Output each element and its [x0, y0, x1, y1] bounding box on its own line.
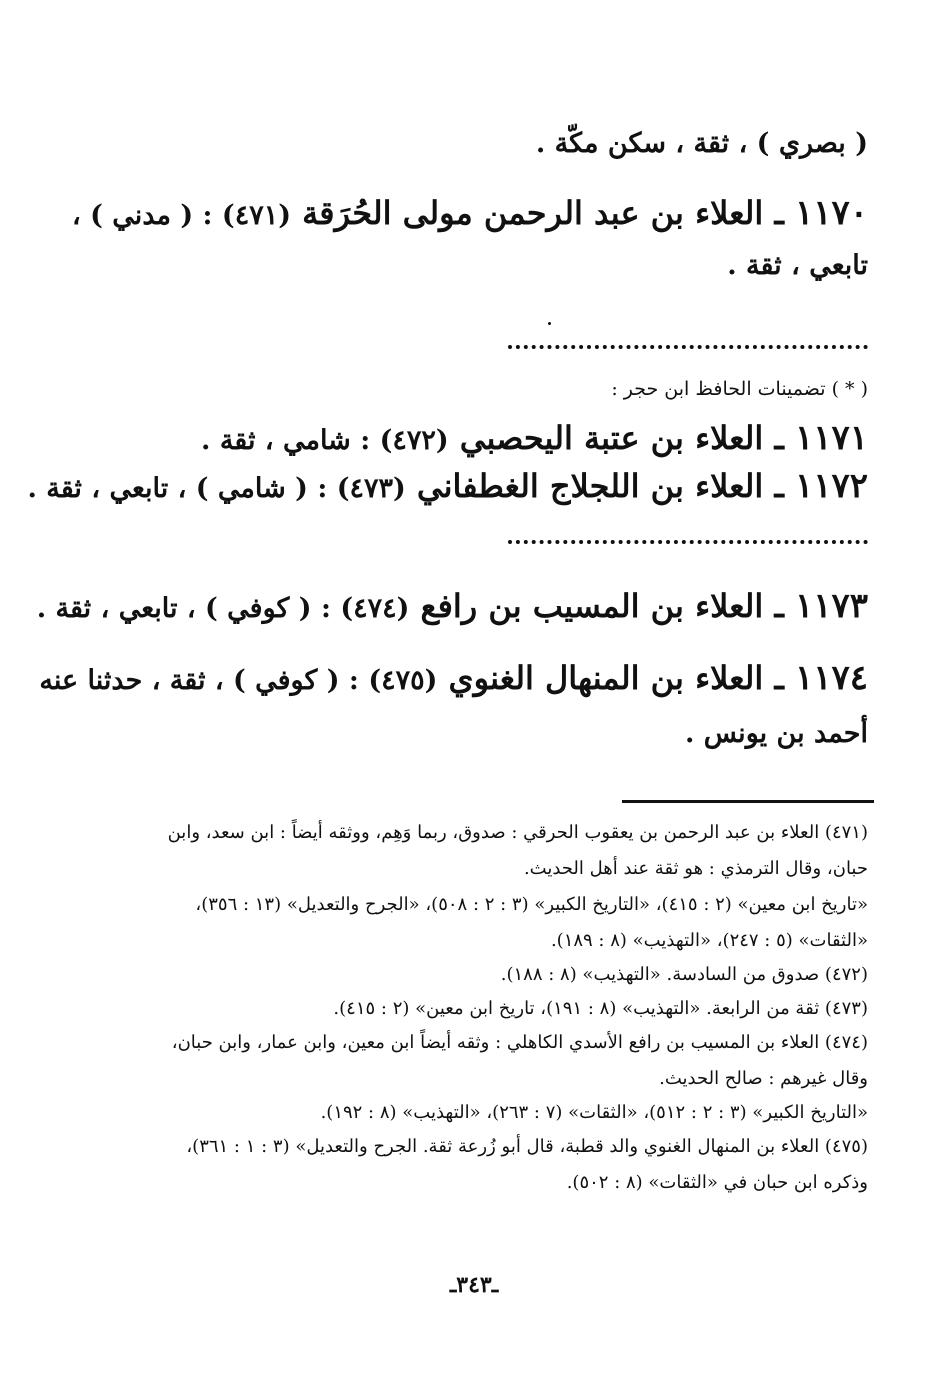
entry-1171: [128, 418, 868, 458]
entry-dash: ـ: [763, 659, 795, 697]
entry-grading: : ( كوفي ) ، تابعي ، ثقة .: [36, 593, 341, 624]
entry-number: ١١٧١: [794, 418, 868, 458]
footnote-ref: (٤٧٢): [379, 425, 449, 456]
dotted-separator: [508, 345, 868, 349]
footnote-line: (٤٧١) العلاء بن عبد الرحمن بن يعقوب الحرقي : صدوق، ربما وَهِم، ووثقه أيضاً : ابن سعد، وابن: [167, 822, 868, 843]
footnote-separator: [622, 800, 874, 803]
speck: [548, 322, 551, 325]
footnote-line: حبان، وقال الترمذي : هو ثقة عند أهل الحديث.: [523, 858, 868, 879]
footnote-line: وذكره ابن حبان في «الثقات» (٨ : ٥٠٢).: [566, 1172, 868, 1193]
dotted-separator: [508, 540, 868, 544]
footnote-line: وقال غيرهم : صالح الحديث.: [659, 1068, 868, 1089]
footnote-line: (٤٧٢) صدوق من السادسة. «التهذيب» (٨ : ١٨٨).: [500, 964, 868, 985]
entry-number: ١١٧٠: [794, 193, 868, 233]
entry-dash: ـ: [763, 194, 795, 232]
entry-1173: [36, 586, 868, 626]
footnote-line: (٤٧٥) العلاء بن المنهال الغنوي والد قطبة، قال أبو زُرعة ثقة. الجرح والتعديل» (٣ : ١ : ٣٦١)،: [186, 1136, 868, 1157]
footnote-ref: (٤٧٥): [368, 665, 438, 696]
narrator-name: العلاء بن اللجلاج الغطفاني: [405, 467, 764, 505]
footnote-line: (٤٧٣) ثقة من الرابعة. «التهذيب» (٨ : ١٩١)، تاريخ ابن معين» (٢ : ٤١٥).: [333, 998, 868, 1019]
entry-1172: [27, 466, 868, 506]
footnote-ref: (٤٧٣): [336, 473, 406, 504]
narrator-name: العلاء بن عتبة اليحصبي: [448, 419, 764, 457]
entry-dash: ـ: [763, 587, 795, 625]
footnote-line: «الثقات» (٥ : ٢٤٧)، «التهذيب» (٨ : ١٨٩).: [550, 930, 868, 951]
entry-number: ١١٧٣: [794, 586, 868, 626]
entry-dash: ـ: [763, 467, 795, 505]
narrator-name: العلاء بن عبد الرحمن مولى الحُرَقة: [290, 194, 764, 232]
entry-1170-continuation: تابعي ، ثقة .: [727, 250, 868, 281]
entry-dash: ـ: [763, 419, 795, 457]
inclusions-heading: ( * ) تضمينات الحافظ ابن حجر :: [611, 378, 868, 400]
continuation-line: ( بصري ) ، ثقة ، سكن مكّة .: [535, 128, 868, 159]
entry-grading: : ( مدني ) ،: [72, 200, 222, 231]
footnote-ref: (٤٧١): [221, 200, 291, 231]
narrator-name: العلاء بن المسيب بن رافع: [409, 587, 764, 625]
entry-1174: [39, 658, 868, 698]
entry-grading: : شامي ، ثقة .: [201, 425, 380, 456]
footnote-line: «التاريخ الكبير» (٣ : ٢ : ٥١٢)، «الثقات» (٧ : ٢٦٣)، «التهذيب» (٨ : ١٩٢).: [320, 1102, 868, 1123]
entry-number: ١١٧٢: [794, 466, 868, 506]
entry-grading: : ( كوفي ) ، ثقة ، حدثنا عنه: [39, 665, 369, 696]
footnote-line: «تاريخ ابن معين» (٢ : ٤١٥)، «التاريخ الكبير» (٣ : ٢ : ٥٠٨)، «الجرح والتعديل» (١٣ : ٣٥٦)،: [195, 894, 868, 915]
entry-number: ١١٧٤: [794, 658, 868, 698]
footnote-line: (٤٧٤) العلاء بن المسيب بن رافع الأسدي الكاهلي : وثقه أيضاً ابن معين، وابن عمار، وابن حبان،: [171, 1032, 868, 1053]
footnote-ref: (٤٧٤): [340, 593, 410, 624]
page-number: ـ٣٤٣ـ: [449, 1272, 499, 1298]
entry-1174-continuation: أحمد بن يونس .: [684, 718, 868, 749]
narrator-name: العلاء بن المنهال الغنوي: [437, 659, 764, 697]
entry-1170: [72, 193, 868, 233]
entry-grading: : ( شامي ) ، تابعي ، ثقة .: [27, 473, 337, 504]
